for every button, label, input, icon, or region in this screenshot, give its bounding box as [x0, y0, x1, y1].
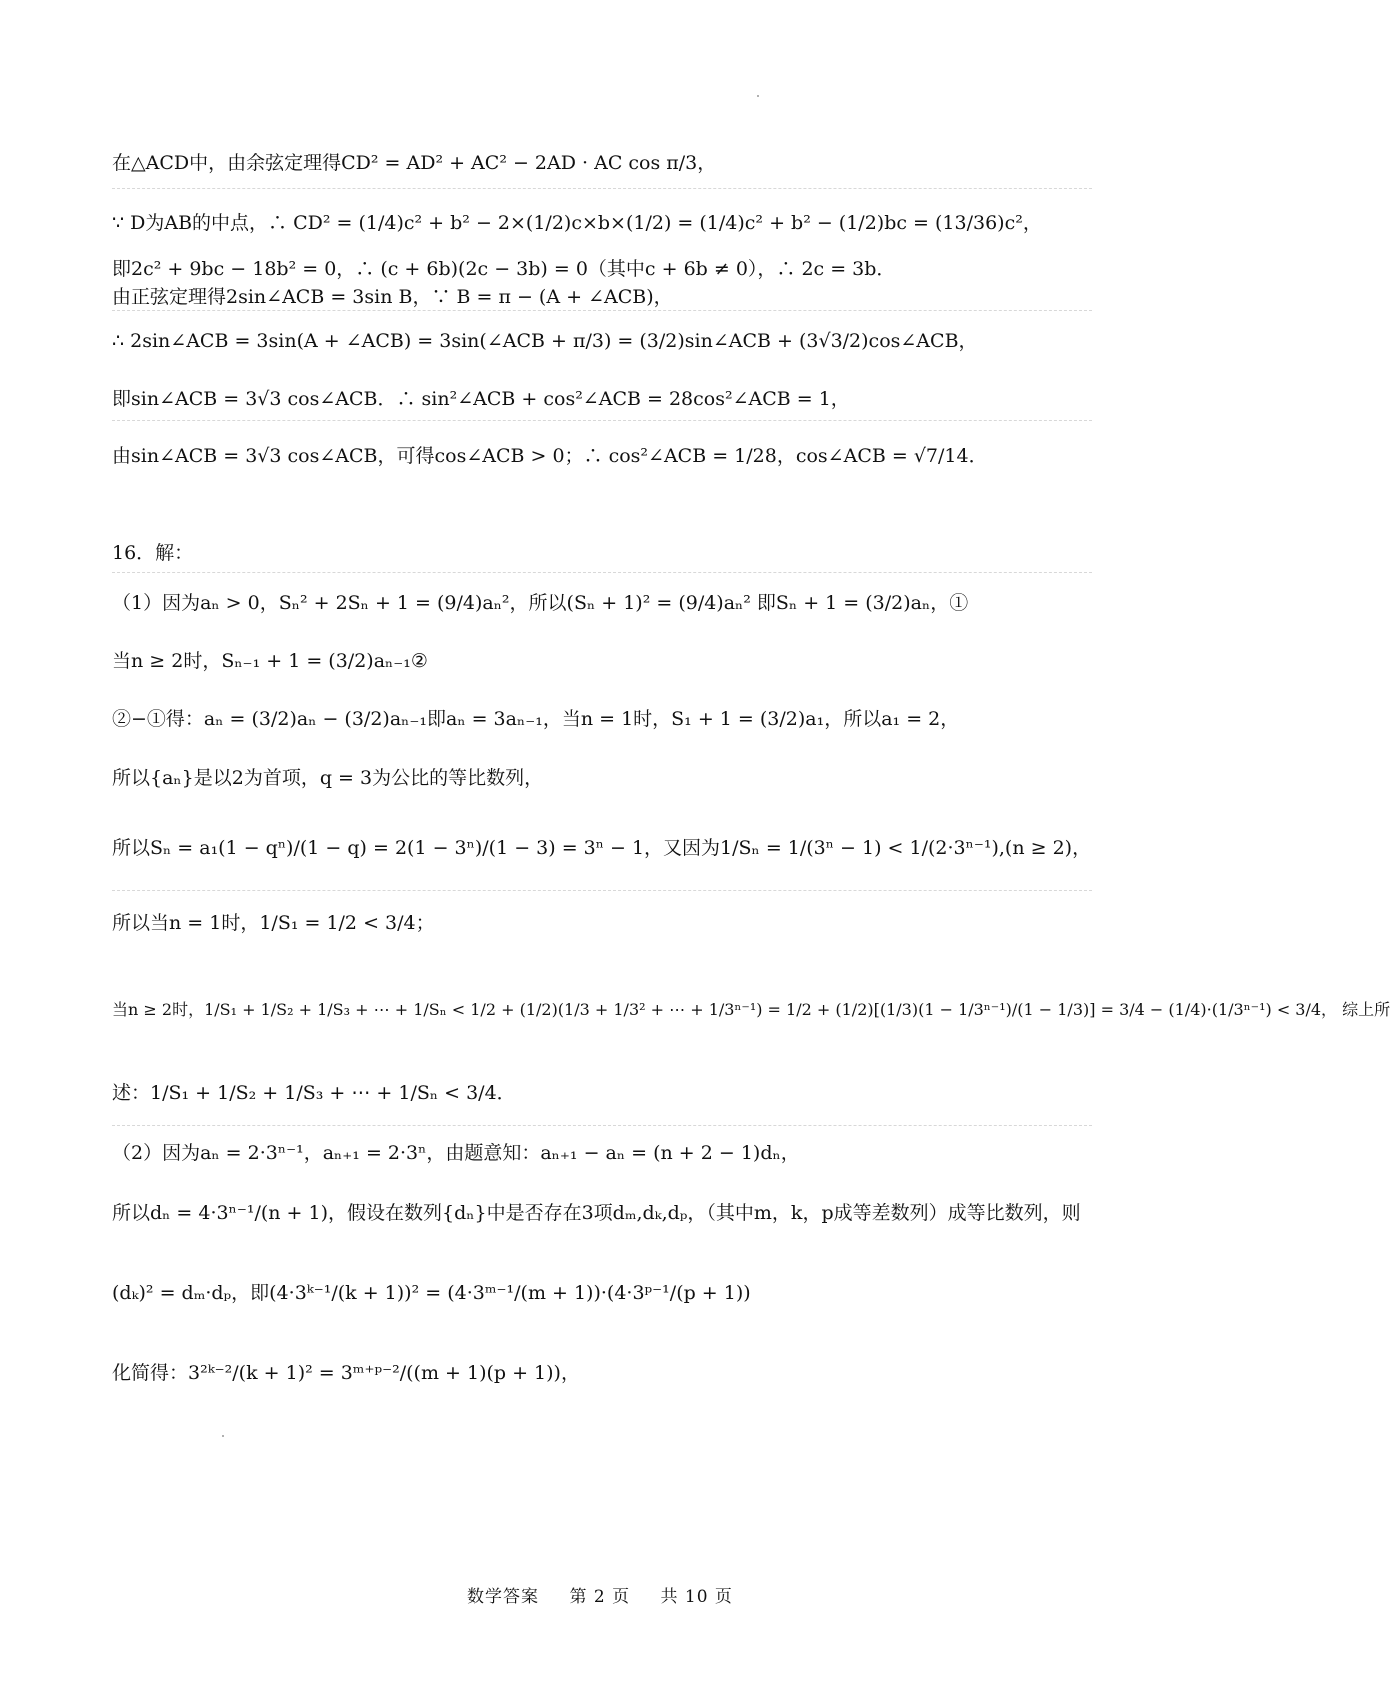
question-number: 16．解： — [112, 542, 194, 564]
text-line: 所以当n = 1时，1/S₁ = 1/2 < 3/4； — [112, 912, 435, 934]
divider — [112, 188, 1092, 189]
scan-speck — [222, 1435, 224, 1437]
text-line: ②−①得：aₙ = (3/2)aₙ − (3/2)aₙ₋₁即aₙ = 3aₙ₋₁，当n = 1时，S₁ + 1 = (3/2)a₁，所以a₁ = 2， — [112, 708, 960, 730]
footer-subject: 数学答案 — [467, 1587, 540, 1607]
text-line: 所以{aₙ}是以2为首项，q = 3为公比的等比数列， — [112, 767, 544, 789]
text-line: 即sin∠ACB = 3√3 cos∠ACB．∴ sin²∠ACB + cos²∠ACB = 28cos²∠ACB = 1， — [112, 388, 850, 410]
footer-page-number: 第 2 页 — [569, 1587, 631, 1607]
text-line: （2）因为aₙ = 2·3ⁿ⁻¹，aₙ₊₁ = 2·3ⁿ，由题意知：aₙ₊₁ − aₙ = (n + 2 − 1)dₙ， — [112, 1142, 800, 1164]
text-line: 由sin∠ACB = 3√3 cos∠ACB，可得cos∠ACB > 0；∴ cos²∠ACB = 1/28，cos∠ACB = √7/14． — [112, 445, 988, 467]
page-footer — [0, 1582, 1200, 1607]
footer-total-pages: 共 10 页 — [660, 1587, 733, 1607]
text-line: 化简得：3²ᵏ⁻²/(k + 1)² = 3ᵐ⁺ᵖ⁻²/((m + 1)(p + 1))， — [112, 1362, 580, 1384]
scan-speck — [757, 95, 759, 97]
text-line: 当n ≥ 2时，Sₙ₋₁ + 1 = (3/2)aₙ₋₁② — [112, 650, 428, 672]
text-line: 由正弦定理得2sin∠ACB = 3sin B，∵ B = π − (A + ∠ACB)， — [112, 286, 673, 308]
divider — [112, 310, 1092, 311]
text-line: (dₖ)² = dₘ·dₚ，即(4·3ᵏ⁻¹/(k + 1))² = (4·3ᵐ⁻¹/(m + 1))·(4·3ᵖ⁻¹/(p + 1)) — [112, 1282, 751, 1304]
text-line: 在△ACD中，由余弦定理得CD² = AD² + AC² − 2AD · AC cos π/3， — [112, 152, 717, 174]
divider — [112, 1125, 1092, 1126]
text-line: ∵ D为AB的中点，∴ CD² = (1/4)c² + b² − 2×(1/2)c×b×(1/2) = (1/4)c² + b² − (1/2)bc = (13/36)c²， — [112, 212, 1042, 234]
text-line: 述：1/S₁ + 1/S₂ + 1/S₃ + ⋯ + 1/Sₙ < 3/4． — [112, 1082, 516, 1104]
text-line: 所以dₙ = 4·3ⁿ⁻¹/(n + 1)，假设在数列{dₙ}中是否存在3项dₘ,dₖ,dₚ，（其中m，k，p成等差数列）成等比数列，则 — [112, 1202, 1081, 1224]
text-line: 即2c² + 9bc − 18b² = 0，∴ (c + 6b)(2c − 3b) = 0（其中c + 6b ≠ 0），∴ 2c = 3b． — [112, 258, 896, 280]
divider — [112, 572, 1092, 573]
text-line: （1）因为aₙ > 0，Sₙ² + 2Sₙ + 1 = (9/4)aₙ²，所以(Sₙ + 1)² = (9/4)aₙ² 即Sₙ + 1 = (3/2)aₙ，① — [112, 592, 969, 614]
text-line: ∴ 2sin∠ACB = 3sin(A + ∠ACB) = 3sin(∠ACB + π/3) = (3/2)sin∠ACB + (3√3/2)cos∠ACB， — [112, 330, 978, 352]
text-line: 当n ≥ 2时，1/S₁ + 1/S₂ + 1/S₃ + ⋯ + 1/Sₙ < 1/2 + (1/2)(1/3 + 1/3² + ⋯ + 1/3ⁿ⁻¹) = 1/2 + (1/2)[(1/3)(1 − 1/3ⁿ⁻¹)/(1 − 1/3)] = 3/4 − (1/4)·(1/3ⁿ⁻¹) < 3/4， 综上所 — [112, 1000, 1390, 1019]
text-line: 所以Sₙ = a₁(1 − qⁿ)/(1 − q) = 2(1 − 3ⁿ)/(1 − 3) = 3ⁿ − 1，又因为1/Sₙ = 1/(3ⁿ − 1) < 1/(2·3ⁿ⁻¹),(n ≥ 2)， — [112, 837, 1092, 859]
divider — [112, 890, 1092, 891]
divider — [112, 420, 1092, 421]
